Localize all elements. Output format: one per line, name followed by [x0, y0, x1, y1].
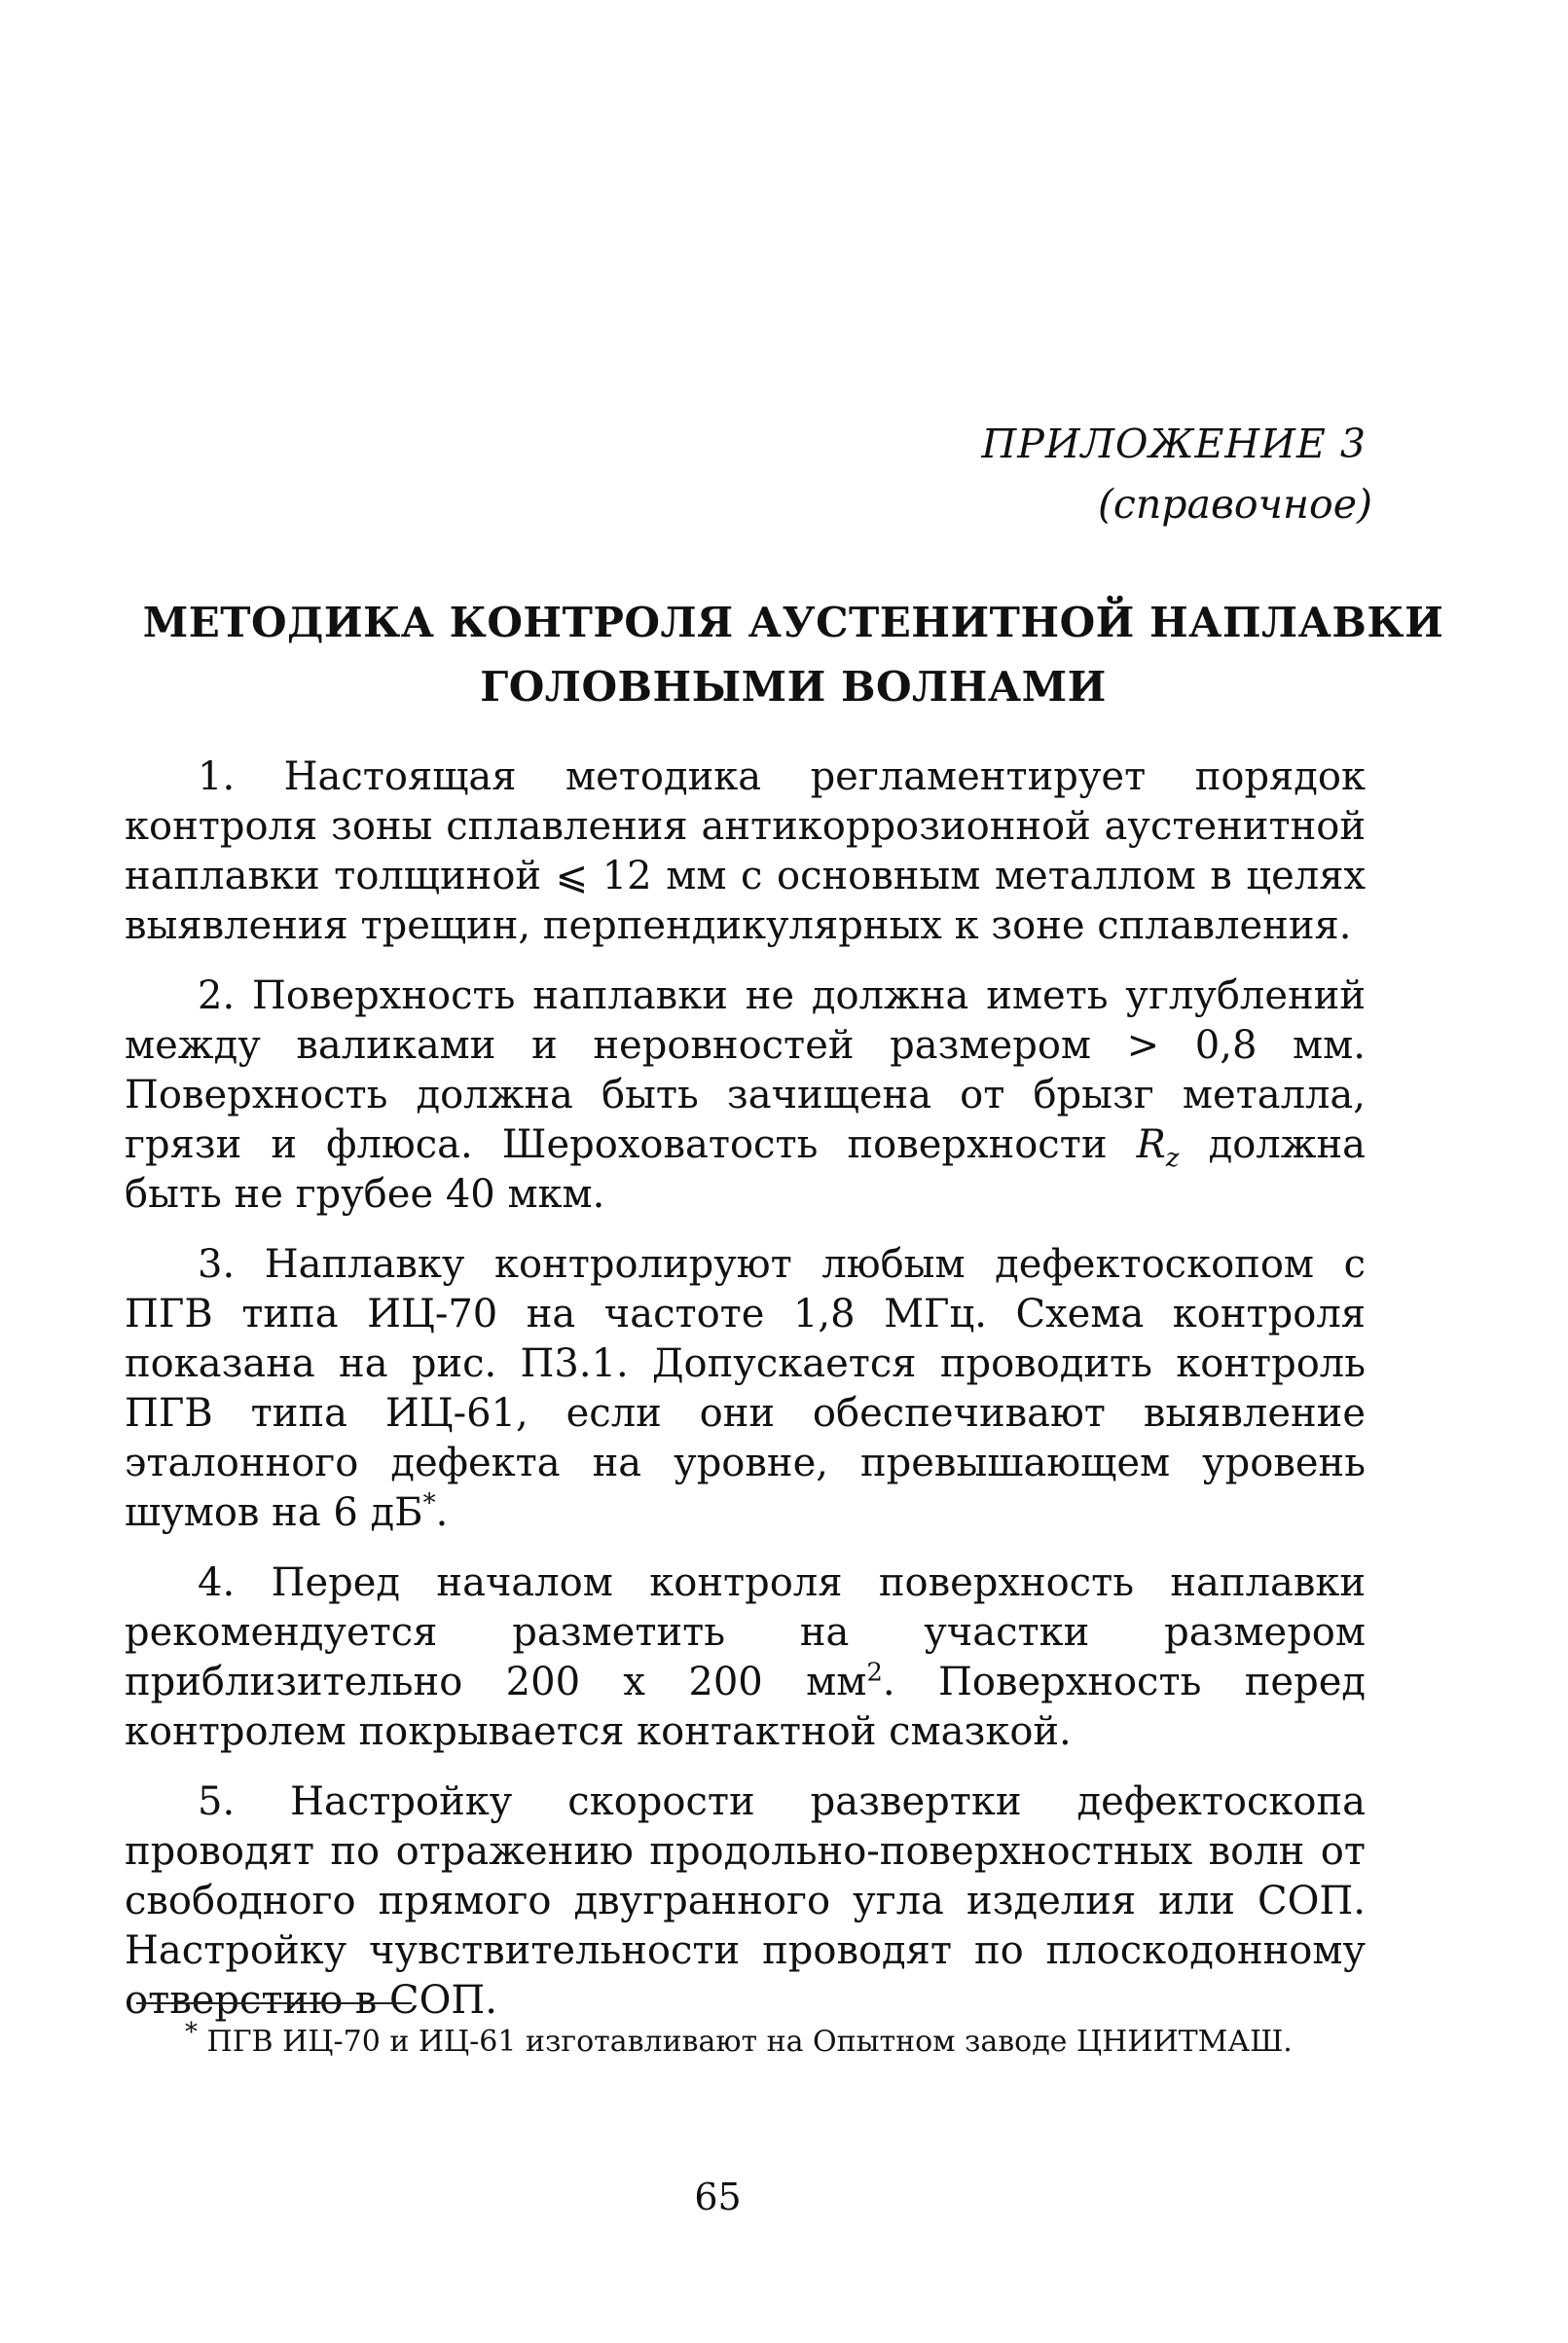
paragraph-4 [125, 1558, 1366, 1757]
roughness-subscript: z [1165, 1144, 1180, 1173]
body-text [125, 752, 1366, 2026]
roughness-symbol: R [1136, 1122, 1166, 1167]
paragraph-3 [125, 1240, 1366, 1538]
paragraph-3-text: 3. Наплавку контролируют любым дефектоскопом с ПГВ типа ИЦ-70 на частоте 1,8 МГц. Схема контроля показана на рис. П3.1. Допускается проводить контроль ПГВ типа ИЦ-61, если они обеспечивают выявление эталонного дефекта на уровне, превышающем уровень шумов на 6 дБ [125, 1242, 1366, 1535]
area-superscript: 2 [866, 1658, 883, 1688]
title-line-1: МЕТОДИКА КОНТРОЛЯ АУСТЕНИТНОЙ НАПЛАВКИ [142, 599, 1444, 646]
paragraph-4-text-start: 4. Перед началом контроля поверхность наплавки рекомендуется разметить на участки размером приблизительно 200 x 200 мм [125, 1560, 1366, 1704]
appendix-heading [981, 414, 1372, 534]
footnote-text: ПГВ ИЦ-70 и ИЦ-61 изготавливают на Опытном заводе ЦНИИТМАШ. [198, 2025, 1293, 2059]
paragraph-2 [125, 971, 1366, 1220]
page-number: 65 [694, 2176, 742, 2218]
footnote-divider [136, 2002, 412, 2004]
title-line-2: ГОЛОВНЫМИ ВОЛНАМИ [480, 663, 1107, 711]
paragraph-3-end: . [435, 1490, 449, 1535]
paragraph-4-text-end: . Поверхность перед контролем покрывается контактной смазкой. [125, 1660, 1366, 1754]
page-title [122, 591, 1465, 719]
paragraph-5: 5. Настройку скорости развертки дефектоскопа проводят по отражению продольно-поверхностных волн от свободного прямого двугранного угла изделия или СОП. Настройку чувствительности проводят по плоскодонному отверстию в СОП. [125, 1779, 1366, 2023]
footnote [185, 2018, 1293, 2062]
appendix-note: (справочное) [1097, 481, 1372, 528]
footnote-mark: * [185, 2018, 198, 2047]
appendix-label: ПРИЛОЖЕНИЕ 3 [981, 421, 1367, 467]
paragraph-2-text-end: должна быть не грубее 40 мкм. [125, 1122, 1367, 1217]
paragraph-2-text-start: 2. Поверхность наплавки не должна иметь углублений между валиками и неровностей размером > 0,8 мм. Поверхность должна быть зачищена от брызг металла, грязи и флюса. Шероховатость поверхности [125, 973, 1366, 1167]
footnote-reference: * [422, 1488, 436, 1519]
paragraph-1: 1. Настоящая методика регламентирует порядок контроля зоны сплавления антикоррозионной аустенитной наплавки толщиной ⩽ 12 мм с основным металлом в целях выявления трещин, перпендикулярных к зоне сплавления. [125, 754, 1366, 948]
